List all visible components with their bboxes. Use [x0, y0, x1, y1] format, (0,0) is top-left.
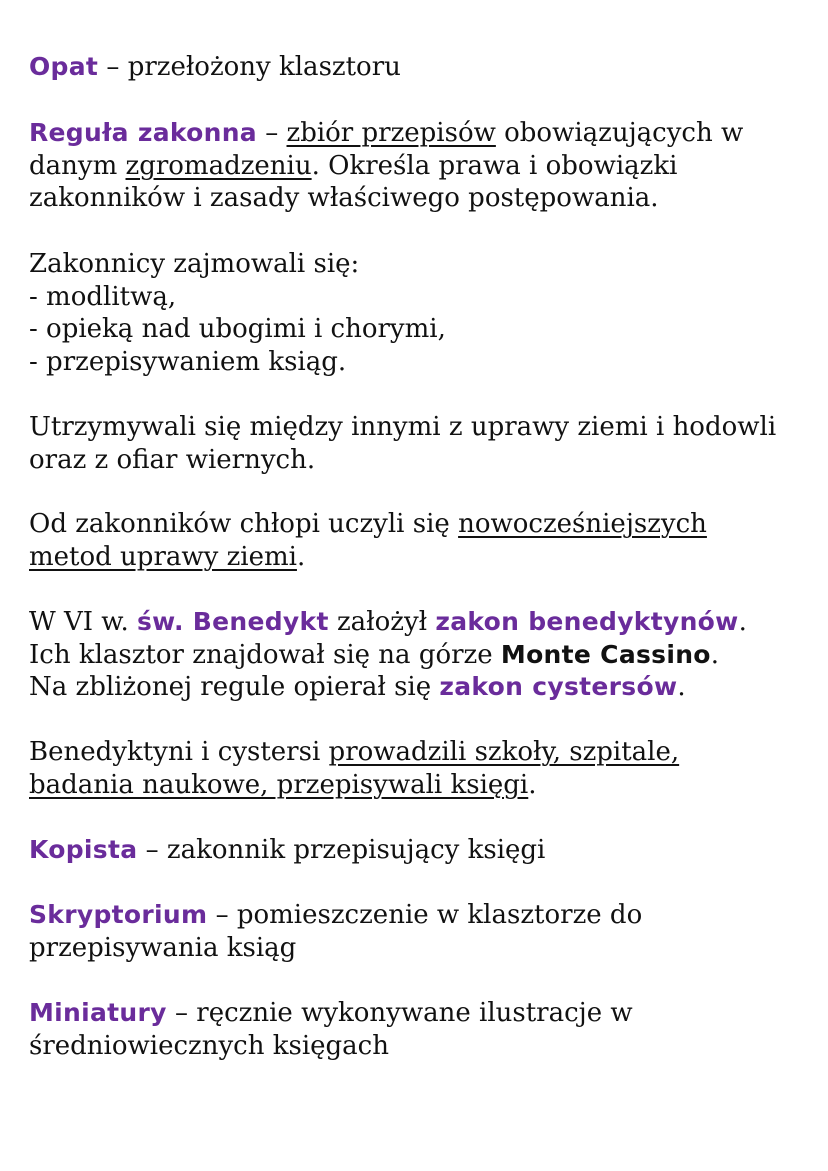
- text-segment: .: [710, 639, 720, 670]
- text-line: przepisywania ksiąg: [29, 932, 297, 963]
- definition-text: – ręcznie wykonywane ilustracje w: [166, 998, 633, 1028]
- text-segment: .: [528, 769, 537, 800]
- text-segment: .: [296, 541, 306, 572]
- list-item: - przepisywaniem ksiąg.: [29, 346, 347, 377]
- place-monte-cassino: Monte Cassino: [500, 639, 711, 669]
- text-line: [29, 508, 808, 541]
- text-line: [29, 606, 808, 639]
- definition-miniatury: [29, 997, 808, 1062]
- text-segment: Benedyktyni i cystersi: [29, 737, 329, 767]
- underlined-phrase: prowadzili szkoły, szpitale,: [328, 737, 680, 767]
- text-segment: Na zbliżonej regule opierał się: [29, 672, 440, 702]
- text-line: [29, 671, 808, 704]
- text-line: [29, 150, 808, 183]
- term-opat: Opat: [29, 52, 99, 81]
- term-zakon-benedyktynow: zakon benedyktynów: [435, 607, 739, 636]
- term-skryptorium: Skryptorium: [29, 900, 208, 929]
- text-segment: .: [738, 607, 747, 637]
- term-kopista: Kopista: [29, 835, 138, 864]
- text-line: [29, 639, 808, 672]
- list-intro: Zakonnicy zajmowali się:: [29, 249, 360, 279]
- term-zakon-cystersow: zakon cystersów: [439, 672, 678, 701]
- definition-text: – przełożony klasztoru: [98, 52, 401, 82]
- text-line: [29, 117, 808, 150]
- text-line: Utrzymywali się między innymi z uprawy ziemi i hodowli: [29, 412, 777, 442]
- list-item: - modlitwą,: [29, 281, 177, 312]
- text-line: [29, 899, 808, 932]
- text-line: oraz z ofiar wiernych.: [29, 444, 316, 475]
- text-segment: Od zakonników chłopi uczyli się: [29, 509, 459, 539]
- term-miniatury: Miniatury: [29, 998, 167, 1027]
- underlined-phrase: nowocześniejszych: [458, 509, 707, 539]
- text-segment: obowiązujących w: [495, 118, 744, 148]
- dash: –: [256, 118, 287, 148]
- underlined-phrase: zgromadzeniu: [125, 150, 312, 181]
- text-line: [29, 736, 808, 769]
- paragraph-zajecia: [29, 248, 808, 378]
- paragraph-benedykt: [29, 606, 808, 704]
- text-segment: .: [677, 672, 686, 702]
- list-item: - opieką nad ubogimi i chorymi,: [29, 314, 446, 344]
- text-line: zakonników i zasady właściwego postępowania.: [29, 183, 659, 213]
- term-regula-zakonna: Reguła zakonna: [29, 118, 257, 147]
- text-line: [29, 541, 808, 574]
- text-line: [29, 997, 808, 1030]
- definition-text: – pomieszczenie w klasztorze do: [207, 900, 643, 930]
- underlined-phrase: badania naukowe, przepisywali księgi: [29, 769, 529, 800]
- definition-skryptorium: [29, 899, 808, 964]
- definition-kopista: [29, 834, 808, 867]
- text-line: [29, 769, 808, 802]
- paragraph-chlopi: [29, 508, 808, 573]
- text-segment: . Określa prawa i obowiązki: [311, 150, 678, 181]
- definition-opat: [29, 51, 808, 84]
- underlined-phrase: zbiór przepisów: [286, 118, 496, 148]
- paragraph-utrzymanie: [29, 411, 808, 476]
- definition-text: – zakonnik przepisujący księgi: [137, 835, 546, 865]
- term-sw-benedykt: św. Benedykt: [137, 607, 329, 636]
- text-segment: założył: [328, 607, 436, 637]
- underlined-phrase: metod uprawy ziemi: [29, 541, 297, 572]
- text-line: średniowiecznych księgach: [29, 1030, 389, 1061]
- text-segment: W VI w.: [29, 607, 137, 637]
- paragraph-szkoly: [29, 736, 808, 801]
- text-segment: danym: [29, 150, 126, 181]
- text-segment: Ich klasztor znajdował się na górze: [29, 639, 501, 670]
- definition-regula-zakonna: [29, 117, 808, 215]
